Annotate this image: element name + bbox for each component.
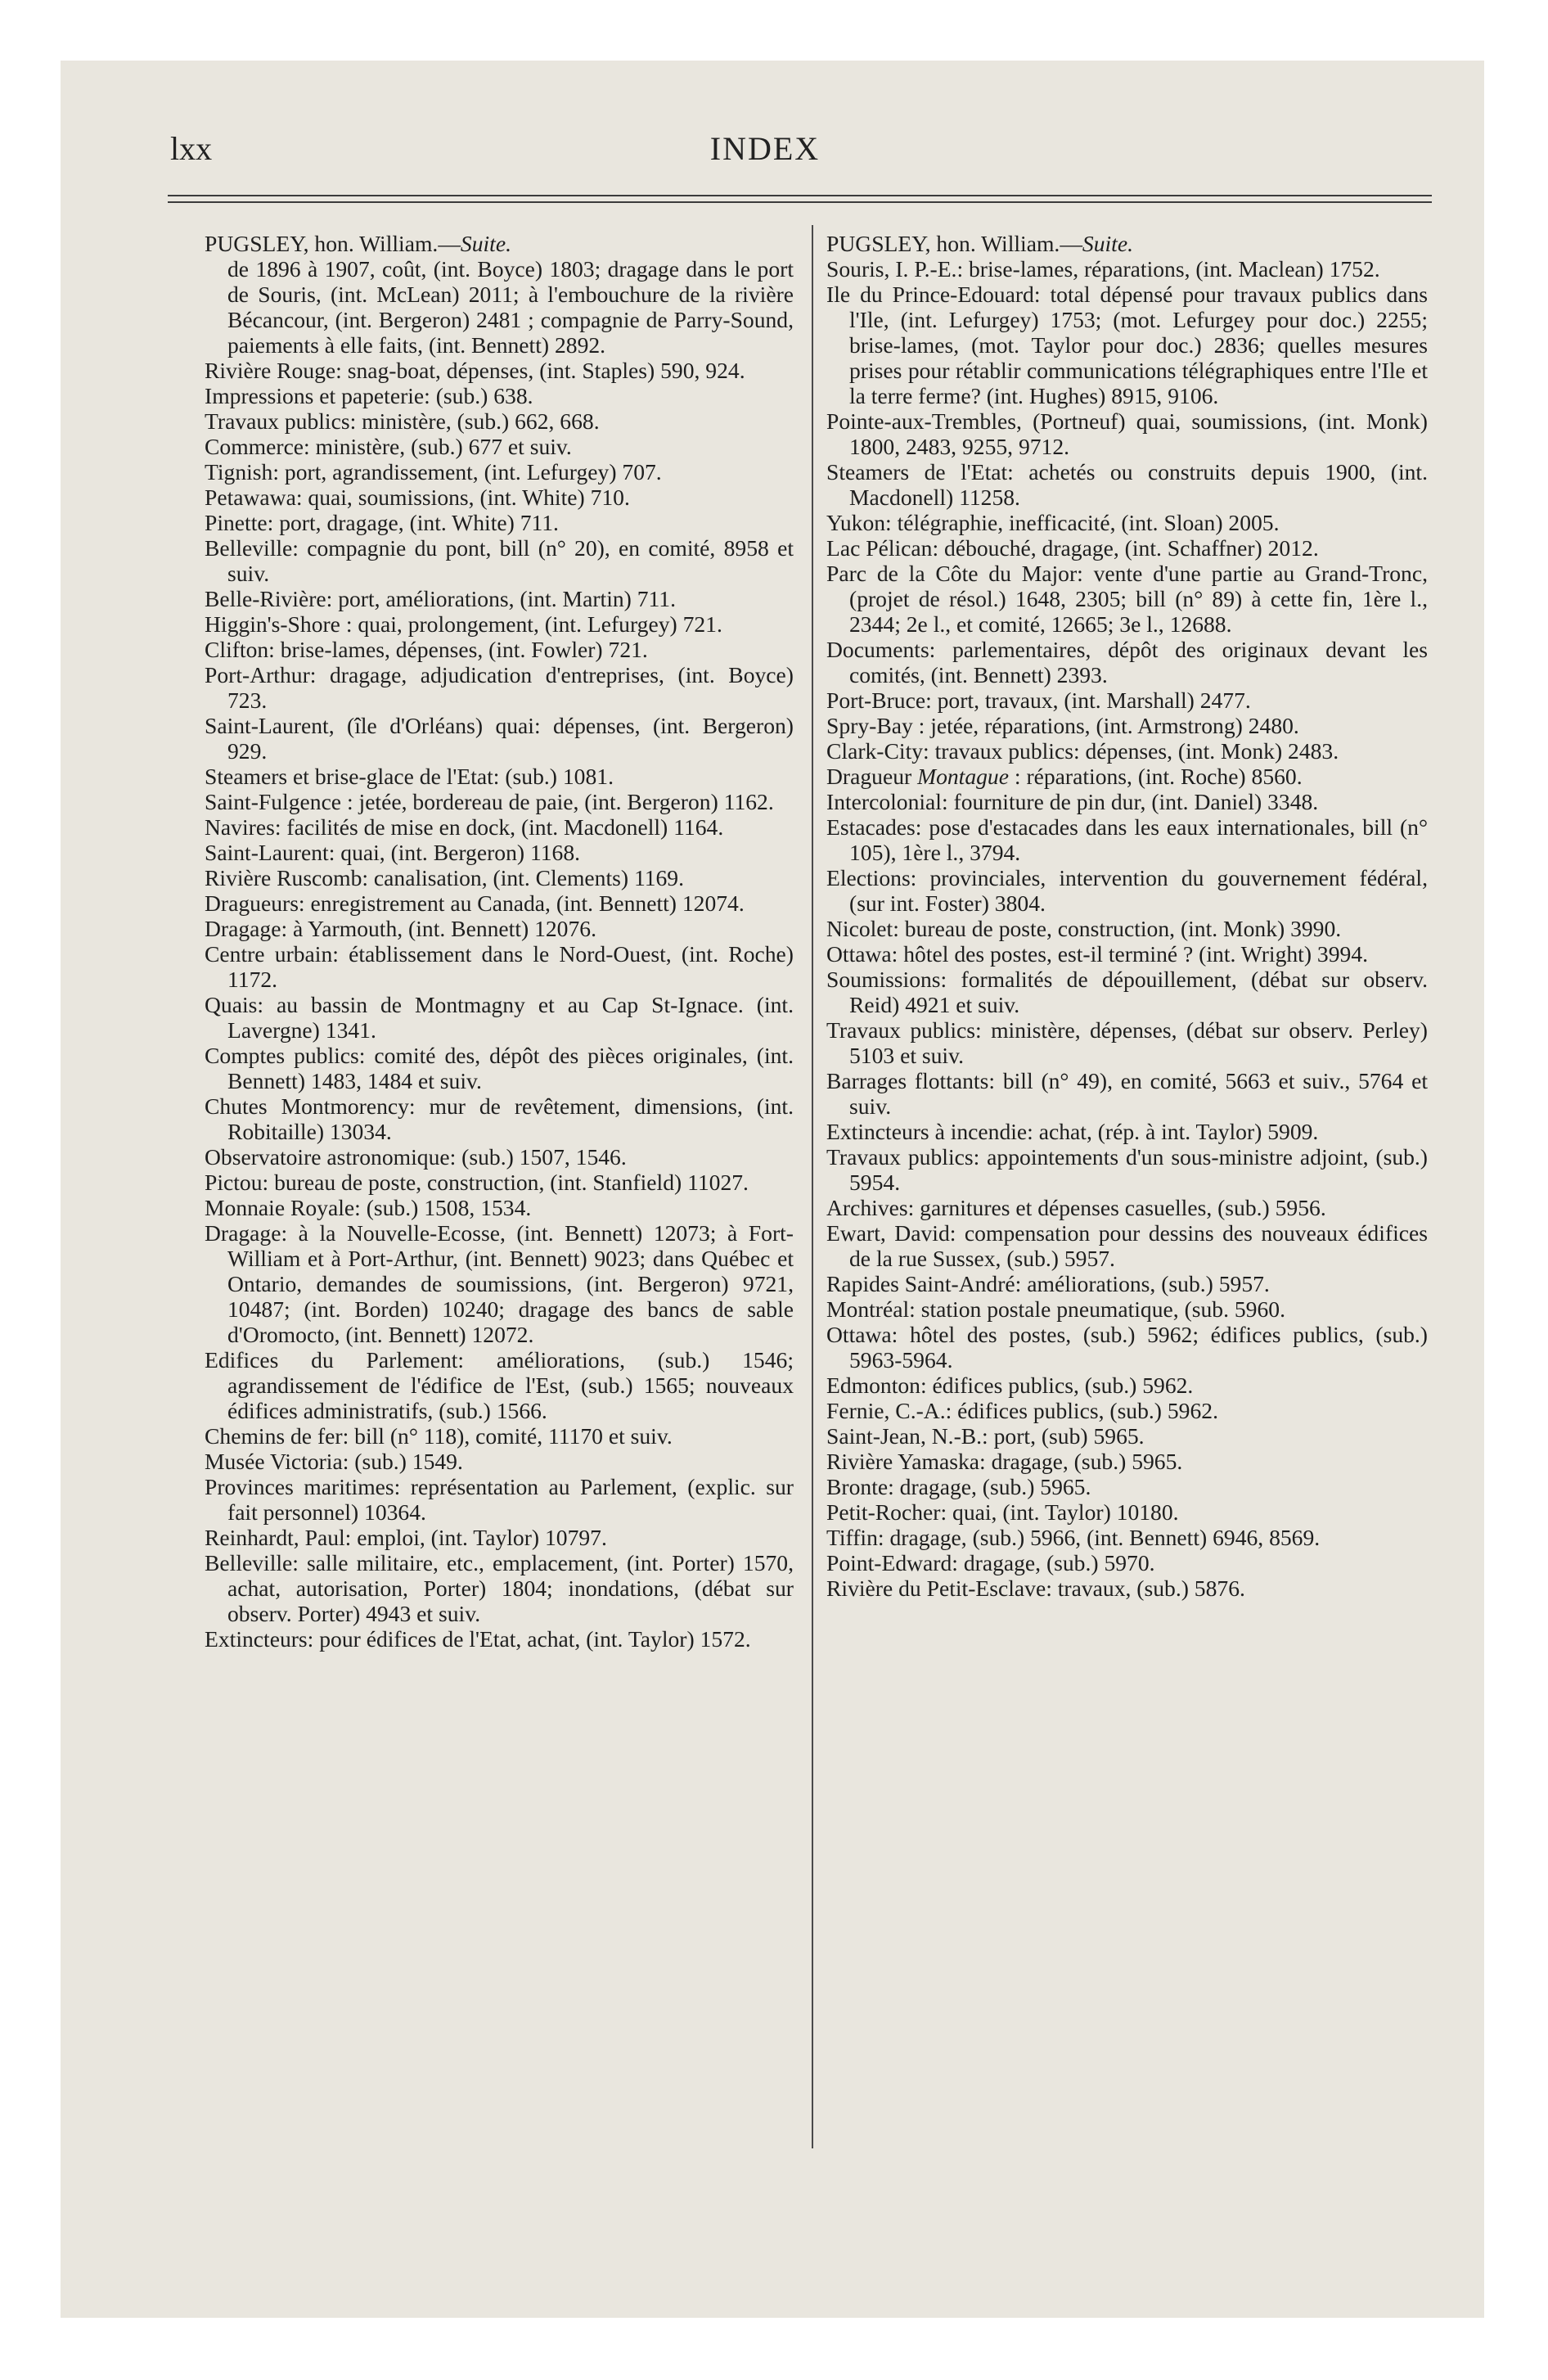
index-entry: Pictou: bureau de poste, construction, (int. Stanfield) 11027. [205, 1170, 749, 1195]
index-entry: Tiffin: dragage, (sub.) 5966, (int. Bennett) 6946, 8569. [826, 1525, 1321, 1550]
index-entry: Petawawa: quai, soumissions, (int. White) 710. [205, 485, 630, 510]
right-entry-list [826, 256, 1428, 1601]
index-entry: Archives: garnitures et dépenses casuelles, (sub.) 5956. [826, 1195, 1326, 1220]
left-column-heading [205, 231, 794, 256]
intro-text: de 1896 à 1907, coût, (int. Boyce) 1803; dragage dans le port de Souris, (int. McLean) 2011; à l'embouchure de la rivière Bécancour, (int. Bergeron) 2481 ; compagnie de Parry-Sound, paiements à elle faits, (int. Bennett) 2892. [227, 256, 794, 358]
index-entry: Saint-Jean, N.-B.: port, (sub) 5965. [826, 1423, 1145, 1449]
index-entry: Impressions et papeterie: (sub.) 638. [205, 383, 533, 408]
index-entry: Ottawa: hôtel des postes, (sub.) 5962; édifices publics, (sub.) 5963-5964. [826, 1322, 1428, 1373]
index-entry: Rivière Rouge: snag-boat, dépenses, (int. Staples) 590, 924. [205, 358, 745, 383]
page-title: INDEX [709, 130, 821, 167]
index-entry: Clark-City: travaux publics: dépenses, (int. Monk) 2483. [826, 738, 1339, 764]
index-entry: Spry-Bay : jetée, réparations, (int. Armstrong) 2480. [826, 713, 1299, 738]
index-entry: Dragueurs: enregistrement au Canada, (int. Bennett) 12074. [205, 890, 745, 916]
index-entry: Dragage: à la Nouvelle-Ecosse, (int. Bennett) 12073; à Fort-William et à Port-Arthur, (int. Bennett) 9023; dans Québec et Ontario, demandes de soumissions, (int. Bergeron) 9721, 10487; (int. Borden) 10240; dragage des bancs de sable d'Oromocto, (int. Bennett) 12072. [205, 1220, 794, 1347]
index-entry: Commerce: ministère, (sub.) 677 et suiv. [205, 434, 572, 459]
index-entry: Reinhardt, Paul: emploi, (int. Taylor) 10797. [205, 1525, 607, 1550]
heading-suite: Suite. [1082, 231, 1133, 256]
index-entry: Dragage: à Yarmouth, (int. Bennett) 12076. [205, 916, 596, 941]
index-entry: Soumissions: formalités de dépouillement, (débat sur observ. Reid) 4921 et suiv. [826, 967, 1428, 1017]
index-entry: Higgin's-Shore : quai, prolongement, (int. Lefurgey) 721. [205, 611, 722, 637]
index-entry: Port-Arthur: dragage, adjudication d'entreprises, (int. Boyce) 723. [205, 662, 794, 713]
index-entry: Lac Pélican: débouché, dragage, (int. Schaffner) 2012. [826, 535, 1319, 561]
index-entry: Provinces maritimes: représentation au Parlement, (explic. sur fait personnel) 10364. [205, 1474, 794, 1525]
index-entry: Saint-Fulgence : jetée, bordereau de paie, (int. Bergeron) 1162. [205, 789, 774, 814]
index-entry: Travaux publics: appointements d'un sous-ministre adjoint, (sub.) 5954. [826, 1144, 1428, 1195]
left-column [205, 231, 794, 1652]
index-entry: Observatoire astronomique: (sub.) 1507, 1546. [205, 1144, 627, 1170]
index-entry: Bronte: dragage, (sub.) 5965. [826, 1474, 1091, 1499]
index-entry: Documents: parlementaires, dépôt des originaux devant les comités, (int. Bennett) 2393. [826, 637, 1428, 687]
index-entry: Centre urbain: établissement dans le Nord-Ouest, (int. Roche) 1172. [205, 941, 794, 992]
column-divider [812, 225, 813, 2148]
index-entry: Rivière Yamaska: dragage, (sub.) 5965. [826, 1449, 1183, 1474]
index-entry: Ile du Prince-Edouard: total dépensé pour travaux publics dans l'Ile, (int. Lefurgey) 1753; (mot. Lefurgey pour doc.) 2255; brise-lames, (mot. Taylor pour doc.) 2836; quelles mesures prises pour rétablir communications télégraphiques entre l'Ile et la terre ferme? (int. Hughes) 8915, 9106. [826, 282, 1428, 408]
index-entry: Rapides Saint-André: améliorations, (sub.) 5957. [826, 1271, 1270, 1296]
index-entry: Edmonton: édifices publics, (sub.) 5962. [826, 1373, 1194, 1398]
header-rule-top [168, 195, 1432, 196]
index-entry: Travaux publics: ministère, dépenses, (débat sur observ. Perley) 5103 et suiv. [826, 1017, 1428, 1068]
header-rule-bottom [168, 201, 1432, 203]
index-entry: Saint-Laurent, (île d'Orléans) quai: dépenses, (int. Bergeron) 929. [205, 713, 794, 764]
index-entry: Barrages flottants: bill (n° 49), en comité, 5663 et suiv., 5764 et suiv. [826, 1068, 1428, 1119]
left-entry-list [205, 358, 794, 1652]
index-entry: Comptes publics: comité des, dépôt des pièces originales, (int. Bennett) 1483, 1484 et suiv. [205, 1043, 794, 1093]
index-entry: Ottawa: hôtel des postes, est-il terminé ? (int. Wright) 3994. [826, 941, 1369, 967]
index-entry: Quais: au bassin de Montmagny et au Cap St-Ignace. (int. Lavergne) 1341. [205, 992, 794, 1043]
ship-name: Montague [917, 764, 1009, 789]
index-entry: Steamers de l'Etat: achetés ou construits depuis 1900, (int. Macdonell) 11258. [826, 459, 1428, 510]
index-entry: Rivière Ruscomb: canalisation, (int. Clements) 1169. [205, 865, 685, 890]
index-entry: Estacades: pose d'estacades dans les eaux internationales, bill (n° 105), 1ère l., 3794. [826, 814, 1428, 865]
index-entry: Monnaie Royale: (sub.) 1508, 1534. [205, 1195, 532, 1220]
index-entry: Navires: facilités de mise en dock, (int. Macdonell) 1164. [205, 814, 724, 840]
page-number: lxx [170, 130, 213, 167]
index-entry: Tignish: port, agrandissement, (int. Lefurgey) 707. [205, 459, 662, 485]
index-entry: Yukon: télégraphie, inefficacité, (int. Sloan) 2005. [826, 510, 1280, 535]
index-entry: Belleville: salle militaire, etc., emplacement, (int. Porter) 1570, achat, autorisation, Porter) 1804; inondations, (débat sur observ. Porter) 4943 et suiv. [205, 1550, 794, 1626]
index-entry: Chutes Montmorency: mur de revêtement, dimensions, (int. Robitaille) 13034. [205, 1093, 794, 1144]
index-entry: Clifton: brise-lames, dépenses, (int. Fowler) 721. [205, 637, 648, 662]
index-entry: Montréal: station postale pneumatique, (sub. 5960. [826, 1296, 1285, 1322]
index-entry: Extincteurs à incendie: achat, (rép. à int. Taylor) 5909. [826, 1119, 1319, 1144]
index-entry: Petit-Rocher: quai, (int. Taylor) 10180. [826, 1499, 1179, 1525]
index-entry: Souris, I. P.-E.: brise-lames, réparations, (int. Maclean) 1752. [826, 256, 1380, 282]
index-entry: Fernie, C.-A.: édifices publics, (sub.) 5962. [826, 1398, 1218, 1423]
right-column [826, 231, 1428, 1601]
index-entry: Parc de la Côte du Major: vente d'une partie au Grand-Tronc, (projet de résol.) 1648, 2305; bill (n° 89) à cette fin, 1ère l., 2344; 2e l., et comité, 12665; 3e l., 12688. [826, 561, 1428, 637]
index-entry: Ewart, David: compensation pour dessins des nouveaux édifices de la rue Sussex, (sub.) 5957. [826, 1220, 1428, 1271]
page-header [106, 123, 1424, 172]
index-entry: Edifices du Parlement: améliorations, (sub.) 1546; agrandissement de l'édifice de l'Est, (sub.) 1565; nouveaux édifices administratifs, (sub.) 1566. [205, 1347, 794, 1423]
index-entry: Steamers et brise-glace de l'Etat: (sub.) 1081. [205, 764, 614, 789]
index-entry: Chemins de fer: bill (n° 118), comité, 11170 et suiv. [205, 1423, 673, 1449]
index-entry: Intercolonial: fourniture de pin dur, (int. Daniel) 3348. [826, 789, 1319, 814]
index-entry: Extincteurs: pour édifices de l'Etat, achat, (int. Taylor) 1572. [205, 1626, 751, 1652]
index-entry: Nicolet: bureau de poste, construction, (int. Monk) 3990. [826, 916, 1342, 941]
right-column-heading [826, 231, 1428, 256]
index-entry: Belle-Rivière: port, améliorations, (int. Martin) 711. [205, 586, 677, 611]
index-entry: Port-Bruce: port, travaux, (int. Marshall) 2477. [826, 687, 1251, 713]
heading-name: PUGSLEY, hon. William.— [205, 231, 461, 256]
index-entry: Rivière du Petit-Esclave: travaux, (sub.) 5876. [826, 1575, 1245, 1601]
index-entry: Elections: provinciales, intervention du gouvernement fédéral, (sur int. Foster) 3804. [826, 865, 1428, 916]
heading-suite: Suite. [460, 231, 511, 256]
index-entry: Point-Edward: dragage, (sub.) 5970. [826, 1550, 1155, 1575]
index-entry: Dragueur Montague : réparations, (int. Roche) 8560. [826, 764, 1303, 789]
index-entry: Pinette: port, dragage, (int. White) 711. [205, 510, 559, 535]
index-entry: Travaux publics: ministère, (sub.) 662, 668. [205, 408, 600, 434]
index-entry: Musée Victoria: (sub.) 1549. [205, 1449, 463, 1474]
heading-name: PUGSLEY, hon. William.— [826, 231, 1082, 256]
index-entry: Saint-Laurent: quai, (int. Bergeron) 1168. [205, 840, 581, 865]
index-entry: Pointe-aux-Trembles, (Portneuf) quai, soumissions, (int. Monk) 1800, 2483, 9255, 9712. [826, 408, 1428, 459]
index-entry: Belleville: compagnie du pont, bill (n° 20), en comité, 8958 et suiv. [205, 535, 794, 586]
